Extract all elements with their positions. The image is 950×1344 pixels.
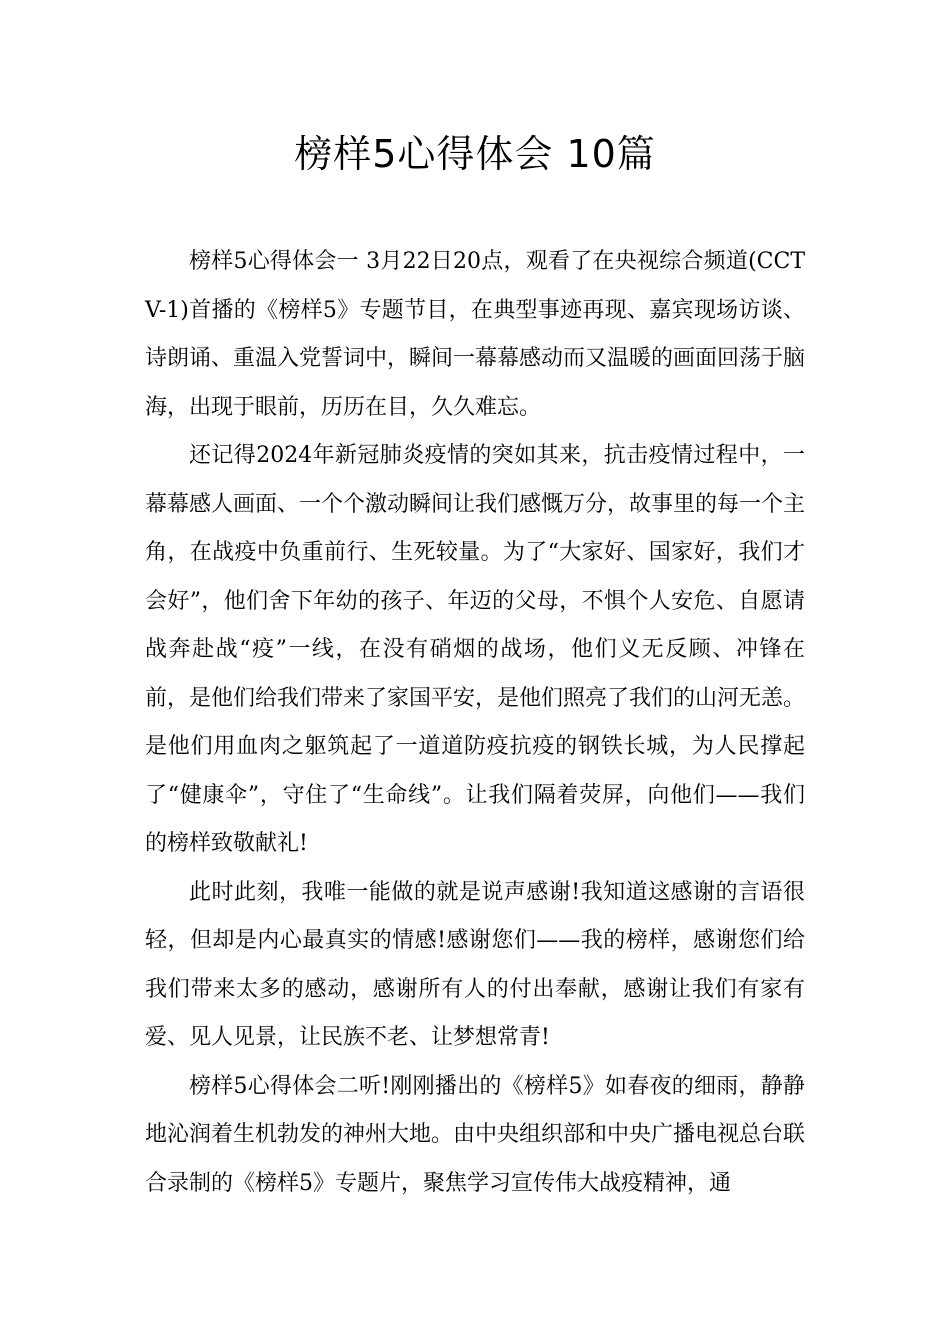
paragraph-3: 此时此刻，我唯一能做的就是说声感谢!我知道这感谢的言语很轻，但却是内心最真实的情感!感谢您们——我的榜样，感谢您们给我们带来太多的感动，感谢所有人的付出奉献，感谢让我们有家有爱、见人见景，让民族不老、让梦想常青! xyxy=(145,879,805,1050)
paragraph-2: 还记得2024年新冠肺炎疫情的突如其来，抗击疫情过程中，一幕幕感人画面、一个个激动瞬间让我们感慨万分，故事里的每一个主角，在战疫中负重前行、生死较量。为了“大家好、国家好，我们才会好”，他们舍下年幼的孩子、年迈的父母，不惧个人安危、自愿请战奔赴战“疫”一线，在没有硝烟的战场，他们义无反顾、冲锋在前，是他们给我们带来了家国平安，是他们照亮了我们的山河无恙。是他们用血肉之躯筑起了一道道防疫抗疫的钢铁长城，为人民撑起了“健康伞”，守住了“生命线”。让我们隔着荧屏，向他们——我们的榜样致敬献礼! xyxy=(145,443,806,856)
paragraph-1: 榜样5心得体会一 3月22日20点，观看了在央视综合频道(CCTV-1)首播的《榜样5》专题节目，在典型事迹再现、嘉宾现场访谈、诗朗诵、重温入党誓词中，瞬间一幕幕感动而又温暖的画面回荡于脑海，出现于眼前，历历在目，久久难忘。 xyxy=(145,249,806,420)
document-title: 榜样5心得体会 10篇 xyxy=(294,132,656,176)
paragraph-4: 榜样5心得体会二听!刚刚播出的《榜样5》如春夜的细雨，静静地沁润着生机勃发的神州大地。由中央组织部和中央广播电视总台联合录制的《榜样5》专题片，聚焦学习宣传伟大战疫精神，通 xyxy=(145,1073,806,1196)
